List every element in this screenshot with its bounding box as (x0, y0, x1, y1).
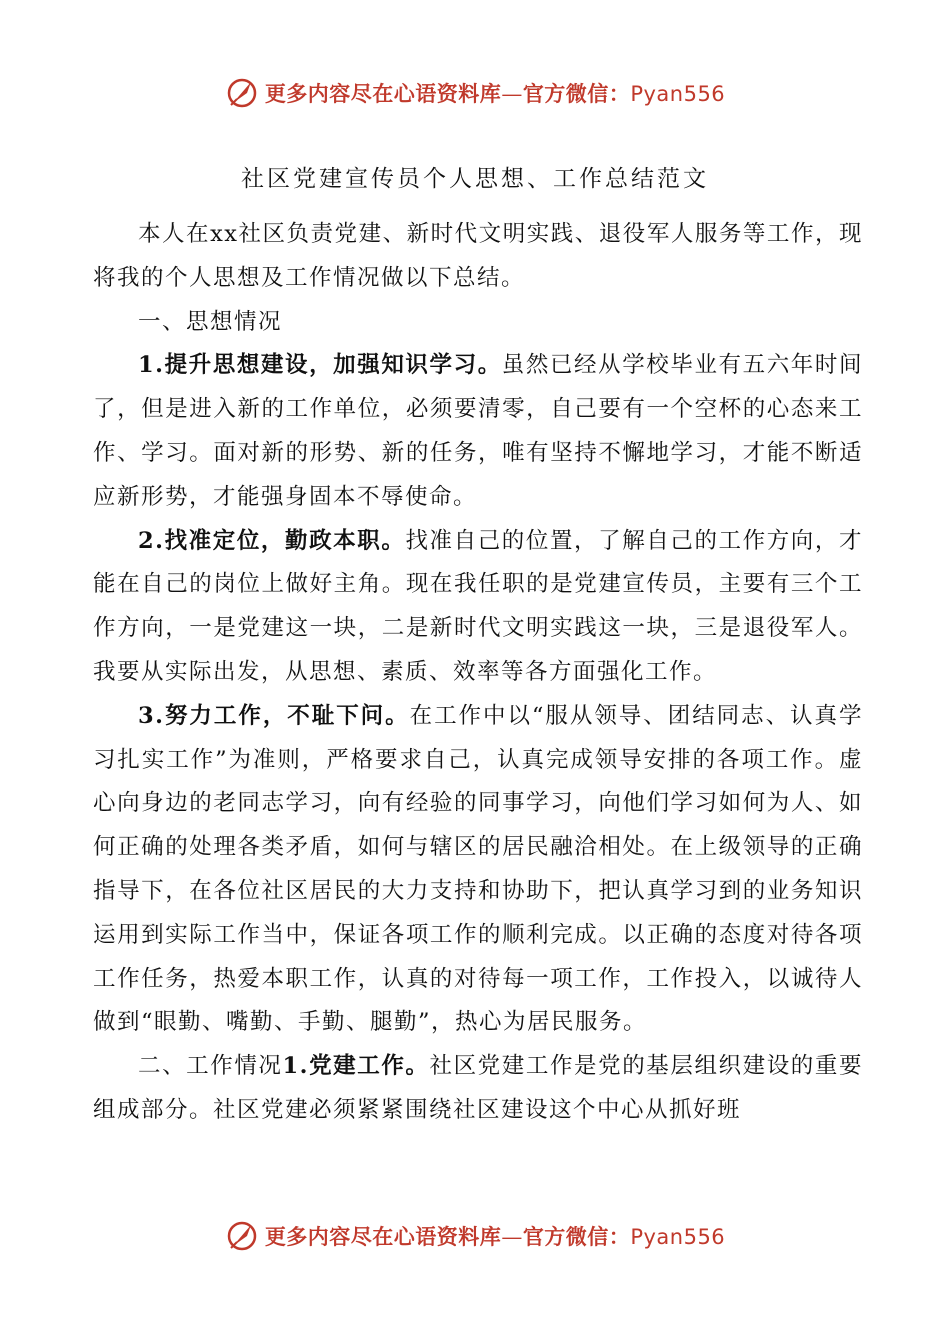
paragraph-text: 找准自己的位置，了解自己的工作方向，才能在自己的岗位上做好主角。现在我任职的是党建宣传员，主要有三个工作方向，一是党建这一块，二是新时代文明实践这一块，三是退役军人。我要从实际出发，从思想、素质、效率等各方面强化工作。 (93, 527, 863, 685)
paragraph-text: 虽然已经从学校毕业有五六年时间了，但是进入新的工作单位，必须要清零，自己要有一个空杯的心态来工作、学习。面对新的形势、新的任务，唯有坚持不懈地学习，才能不断适应新形势，才能强身固本不辱使命。 (93, 352, 863, 510)
document-body (93, 213, 863, 1133)
paragraph (93, 520, 863, 695)
paragraph (93, 1045, 863, 1133)
paragraph-text: 社区党建工作是党的基层组织建设的重要组成部分。社区党建必须紧紧围绕社区建设这个中心从抓好班 (93, 1053, 863, 1123)
paragraph (93, 344, 863, 519)
intro-paragraph: 本人在xx社区负责党建、新时代文明实践、退役军人服务等工作，现将我的个人思想及工作情况做以下总结。 (93, 221, 863, 291)
header-banner (0, 73, 950, 113)
paragraph-text: 在工作中以“服从领导、团结同志、认真学习扎实工作”为准则，严格要求自己，认真完成领导安排的各项工作。虚心向身边的老同志学习，向有经验的同事学习，向他们学习如何为人、如何正确的处理各类矛盾，如何与辖区的居民融洽相处。在上级领导的正确指导下，在各位社区居民的大力支持和协助下，把认真学习到的业务知识运用到实际工作当中，保证各项工作的顺利完成。以正确的态度对待各项工作任务，热爱本职工作，认真的对待每一项工作，工作投入，以诚待人做到“眼勤、嘴勤、手勤、腿勤”，热心为居民服务。 (93, 702, 863, 1036)
document-title: 社区党建宣传员个人思想、工作总结范文 (241, 166, 709, 192)
quill-logo-icon (225, 1219, 259, 1253)
paragraph (93, 695, 863, 1045)
footer-banner (0, 1216, 950, 1256)
paragraph-heading: 2.找准定位，勤政本职。 (138, 527, 406, 554)
paragraph-heading: 1.党建工作。 (282, 1053, 430, 1080)
paragraph-heading: 3.努力工作，不耻下问。 (138, 702, 410, 729)
banner-text: 更多内容尽在心语资料库—官方微信：Pyan556 (264, 81, 726, 106)
paragraph-heading: 1.提升思想建设，加强知识学习。 (138, 352, 502, 379)
section-heading: 一、思想情况 (138, 308, 283, 335)
quill-logo-icon (225, 76, 259, 110)
banner-text: 更多内容尽在心语资料库—官方微信：Pyan556 (264, 1224, 726, 1249)
section-heading: 二、工作情况 (138, 1053, 283, 1080)
